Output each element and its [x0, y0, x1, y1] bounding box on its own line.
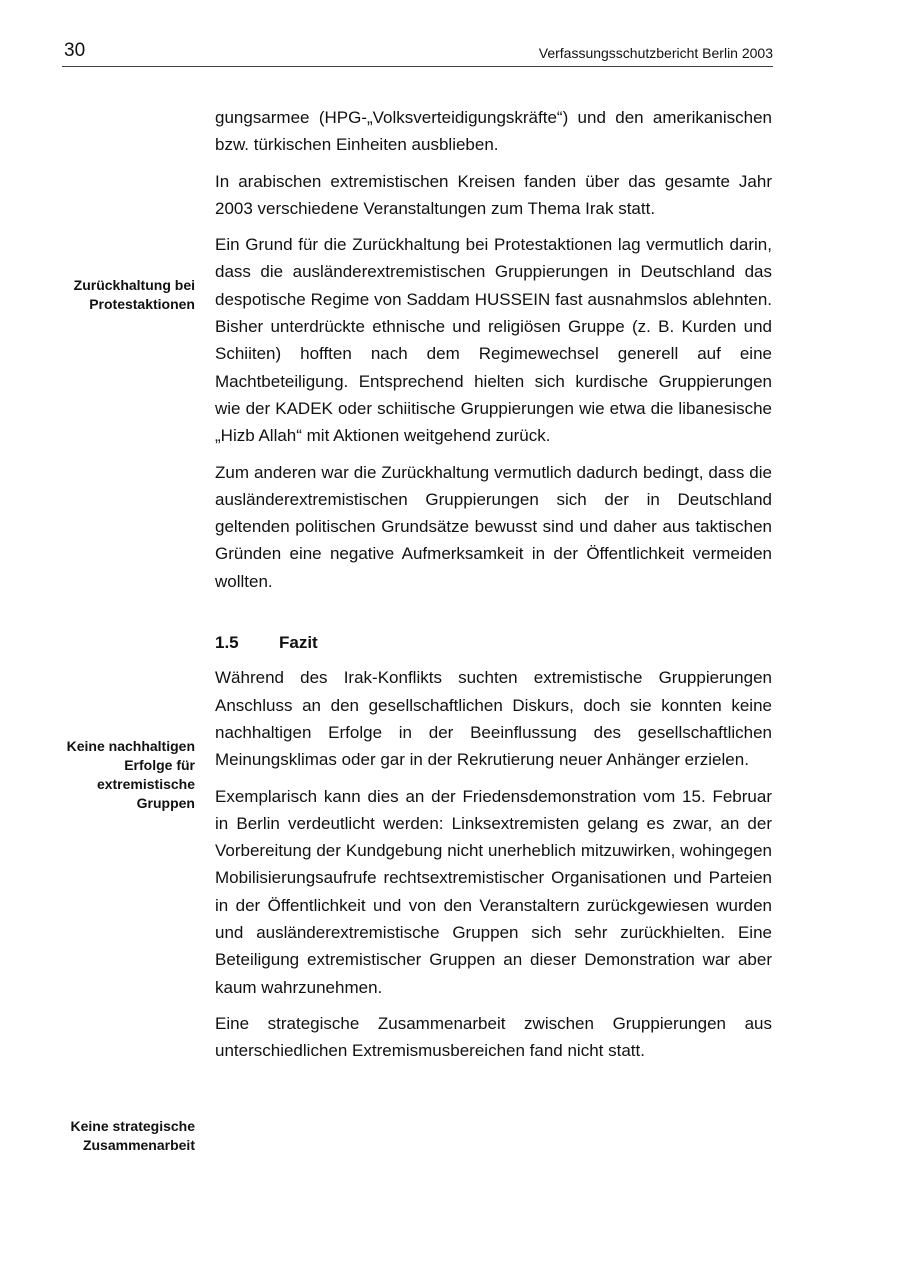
margin-note-line: Zurückhaltung bei — [73, 277, 195, 293]
paragraph: Ein Grund für die Zurückhaltung bei Protestaktionen lag vermutlich darin, dass die ausländerextremistischen Gruppierungen in Deutschland das despotische Regime von Saddam HUSSEIN fast ausnahmslos ablehnten. Bisher unterdrückte ethnische und religiösen Gruppe (z. B. Kurden und Schiiten) hofften nach dem Regimewechsel generell auf eine Machtbeteiligung. Entsprechend hielten sich kurdische Gruppierungen wie der KADEK oder schiitische Gruppierungen wie etwa die libanesische „Hizb Allah“ mit Aktionen weitgehend zurück. — [215, 235, 772, 446]
margin-note-line: Gruppen — [136, 795, 195, 811]
page-number: 30 — [64, 40, 86, 61]
margin-note-line: extremistische — [96, 776, 195, 792]
margin-note-keine-zusammenarbeit — [25, 1117, 195, 1155]
margin-note-line: Keine nachhaltigen — [66, 738, 195, 754]
margin-note-line: Erfolge für — [124, 757, 195, 773]
margin-note-line: Keine strategische — [70, 1118, 195, 1134]
paragraph: Eine strategische Zusammenarbeit zwischen Gruppierungen aus unterschiedlichen Extremismusbereichen fand nicht statt. — [215, 1013, 772, 1061]
main-text — [215, 104, 772, 1074]
paragraph: Während des Irak-Konflikts suchten extremistische Gruppierungen Anschluss an den gesellschaftlichen Diskurs, doch sie konnten keine nachhaltigen Erfolge in der Beeinflussung des gesellschaftlichen Meinungsklimas oder gar in der Rekrutierung neuer Anhänger erzielen. — [215, 668, 772, 770]
page-header — [62, 40, 773, 67]
paragraph: gungsarmee (HPG-„Volksverteidigungskräfte“) und den amerikanischen bzw. türkischen Einheiten ausblieben. — [215, 108, 772, 155]
margin-note-zurueckhaltung — [25, 276, 195, 314]
section-number: 1.5 — [215, 633, 239, 653]
margin-note-line: Zusammenarbeit — [82, 1137, 195, 1153]
section-heading — [215, 629, 772, 656]
paragraph: In arabischen extremistischen Kreisen fanden über das gesamte Jahr 2003 verschiedene Veranstaltungen zum Thema Irak statt. — [215, 171, 772, 218]
margin-note-keine-erfolge — [25, 737, 195, 813]
section-title: Fazit — [279, 633, 318, 653]
running-title: Verfassungsschutzbericht Berlin 2003 — [538, 45, 773, 61]
margin-note-line: Protestaktionen — [89, 296, 195, 312]
paragraph: Exemplarisch kann dies an der Friedensdemonstration vom 15. Februar in Berlin verdeutlicht werden: Linksextremisten gelang es zwar, an der Vorbereitung der Kundgebung nicht unerheblich mitzuwirken, wohingegen Mobilisierungsaufrufe rechtsextremistischer Organisationen und Parteien in der Öffentlichkeit und von den Veranstaltern zurückgewiesen wurden und ausländerextremistische Gruppen sich sehr zurückhielten. Eine Beteiligung extremistischer Gruppen an dieser Demonstration war aber kaum wahrzunehmen. — [215, 786, 772, 997]
paragraph: Zum anderen war die Zurückhaltung vermutlich dadurch bedingt, dass die ausländerextremistischen Gruppierungen sich der in Deutschland geltenden politischen Grundsätze bewusst sind und daher aus taktischen Gründen eine negative Aufmerksamkeit in der Öffentlichkeit vermeiden wollten. — [215, 462, 772, 591]
